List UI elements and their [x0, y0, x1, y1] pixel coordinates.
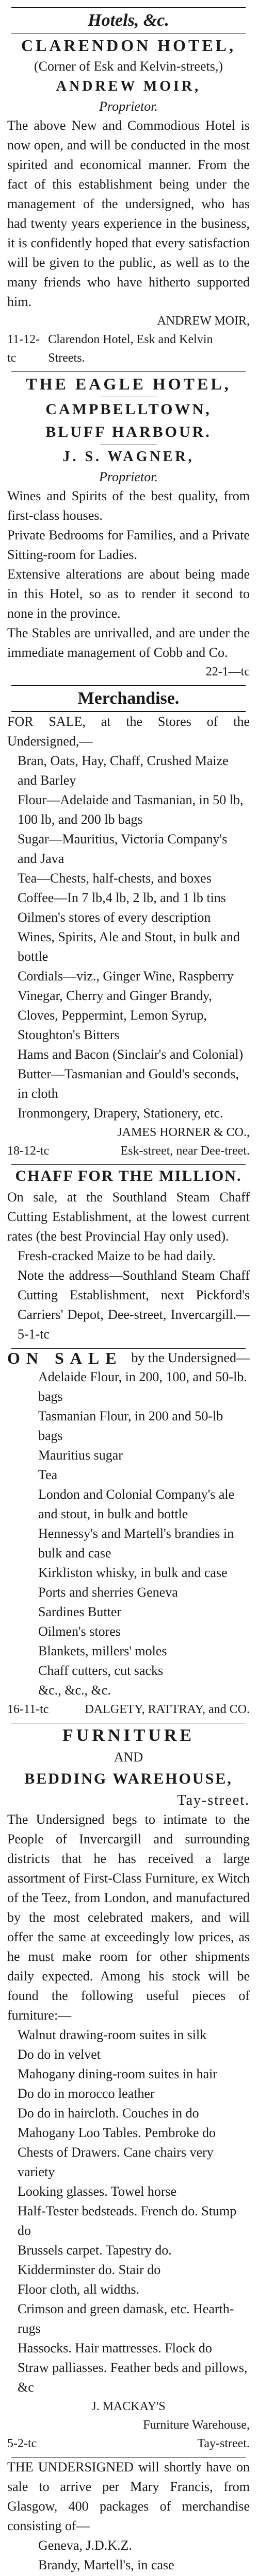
- clarendon-signature: ANDREW MOIR,: [157, 314, 250, 328]
- mackay-title-3: BEDDING WAREHOUSE,: [24, 1770, 233, 1787]
- list-item: Butter—Tasmanian and Gould's seconds, in cloth: [18, 1066, 239, 1101]
- list-item: Kirkliston whisky, in bulk and case: [38, 1565, 228, 1580]
- mackay-advert: [7, 1723, 250, 2453]
- list-item: Straw palliasses. Feather beds and pillows, &c: [18, 2360, 248, 2395]
- mackay-signature: J. MACKAY'S: [91, 2400, 166, 2413]
- list-item: Walnut drawing-room suites in silk: [18, 2027, 207, 2042]
- horner-address: Esk-street, near Dee-treet.: [120, 1144, 250, 1158]
- eagle-proprietor-name: J. S. WAGNER,: [62, 449, 195, 465]
- chaff-paragraph-3: Note the address—Southland Steam Chaff Cutting Establishment, next Pickford's Carriers' Depot, Dee-street, Invercargill.—5-1-tc: [18, 1268, 250, 1342]
- list-item: Mahogany Loo Tables. Pembroke do: [18, 2125, 216, 2140]
- mackay-ref: 5-2-tc: [7, 2437, 37, 2450]
- mackay-item-list: [7, 2025, 250, 2397]
- horner-advert: [7, 712, 250, 1160]
- dalgety-signature: DALGETY, RATTRAY, and CO.: [85, 1703, 250, 1716]
- list-item: Looking glasses. Towel horse: [18, 2184, 177, 2199]
- mackay-title-4: Tay-street.: [177, 1792, 250, 1808]
- eagle-hotel-advert: [7, 372, 250, 681]
- chaff-paragraph-2: Fresh-cracked Maize to be had daily.: [18, 1248, 216, 1263]
- list-item: Wines, Spirits, Ale and Stout, in bulk and bottle: [18, 929, 240, 964]
- list-item: Adelaide Flour, in 200, 100, and 50-lb. bags: [38, 1369, 247, 1404]
- list-item: Flour—Adelaide and Tasmanian, in 50 lb, 100 lb, and 200 lb bags: [18, 792, 244, 827]
- mackay-body: The Undersigned begs to intimate to the People of Invercargill and surrounding districts that he has received a large assortment of First-Class Furniture, ex Witch of the Teez, from London, and manufactured by the most celebrated makers, and will offer the same at exceedingly low prices, as he must make room for other shipments daily expected. Among his stock will be found the following useful pieces of furniture:—: [7, 1812, 250, 2023]
- hotels-heading: Hotels, &c.: [88, 11, 169, 30]
- list-item: Sardines Butter: [38, 1604, 122, 1619]
- list-item: London and Colonial Company's ale and stout, in bulk and bottle: [38, 1487, 235, 1521]
- horner-ref: 18-12-tc: [7, 1144, 50, 1158]
- clarendon-body: The above New and Commodious Hotel is now open, and will be conducted in the most spirited and economical manner. From the fact of this establishment being under the management of the undersigned, who has had twenty years experience in the business, it is confidently hoped that every satisfaction will be given to the public, as well as to the many friends who have hitherto supported him.: [7, 118, 250, 309]
- list-item: Crimson and green damask, etc. Hearth-rugs: [18, 2301, 234, 2336]
- dalgety-ref: 16-11-tc: [7, 1703, 49, 1716]
- list-item: Brussels carpet. Tapestry do.: [18, 2243, 172, 2258]
- list-item: Do do in haircloth. Couches in do: [18, 2106, 199, 2121]
- horner-signature: JAMES HORNER & CO.,: [117, 1126, 250, 1139]
- list-item: Tea—Chests, half-chests, and boxes: [18, 871, 212, 886]
- dalgety-intro-left: ON SALE: [7, 1349, 123, 1367]
- list-item: Ironmongery, Drapery, Stationery, etc.: [18, 1106, 223, 1121]
- list-item: Bran, Oats, Hay, Chaff, Crushed Maize and Barley: [18, 753, 229, 788]
- eagle-paragraph-3: Extensive alterations are about being made in this Hotel, so as to render it second to none in the province.: [7, 567, 250, 621]
- cochran-advert: [7, 2458, 250, 2576]
- clarendon-proprietor-title: Proprietor.: [99, 99, 158, 114]
- list-item: Chaff cutters, cut sacks: [38, 1663, 164, 1678]
- eagle-paragraph-1: Wines and Spirits of the best quality, from first-class houses.: [7, 488, 250, 523]
- list-item: Ports and sherries Geneva: [38, 1585, 178, 1600]
- list-item: Half-Tester bedsteads. French do. Stump do: [18, 2204, 237, 2238]
- clarendon-hotel-name: CLARENDON HOTEL,: [21, 36, 236, 55]
- eagle-paragraph-4: The Stables are unrivalled, and are under the immediate management of Cobb and Co.: [7, 625, 250, 660]
- eagle-proprietor-title: Proprietor.: [99, 469, 158, 484]
- list-item: Floor cloth, all widths.: [18, 2282, 140, 2297]
- chaff-paragraph-1: On sale, at the Southland Steam Chaff Cutting Establishment, at the lowest current rates (the best Provincial Hay only used).: [7, 1190, 250, 1244]
- list-item: Tasmanian Flour, in 200 and 50-lb bags: [38, 1409, 223, 1443]
- eagle-location-2: BLUFF HARBOUR.: [45, 423, 212, 440]
- list-item: &c., &c., &c.: [38, 1683, 111, 1698]
- horner-intro: FOR SALE, at the Stores of the Undersigned,—: [7, 714, 250, 749]
- mackay-sub-signature: Furniture Warehouse,: [143, 2418, 250, 2432]
- clarendon-footer-row: [7, 330, 250, 367]
- dalgety-footer-row: [7, 1700, 250, 1719]
- mackay-address: Tay-street.: [197, 2437, 250, 2450]
- list-item: Hams and Bacon (Sinclair's and Colonial): [18, 1047, 244, 1062]
- list-item: Sugar—Mauritius, Victoria Company's and Java: [18, 832, 228, 866]
- dalgety-intro-row: [7, 1349, 250, 1367]
- list-item: Oilmen's stores: [38, 1624, 121, 1639]
- list-item: Cordials—viz., Ginger Wine, Raspberry Vinegar, Cherry and Ginger Brandy, Cloves, Peppermint, Lemon Syrup, Stoughton's Bitters: [18, 969, 234, 1042]
- clarendon-proprietor-name: ANDREW MOIR,: [56, 78, 201, 94]
- list-item: Brandy, Martell's, in case: [38, 2557, 174, 2572]
- list-item: Tea: [38, 1467, 58, 1482]
- eagle-ref: 22-1—tc: [205, 665, 250, 679]
- clarendon-ref: 11-12-tc: [7, 333, 40, 365]
- list-item: Hennessy's and Martell's brandies in bulk and case: [38, 1526, 234, 1561]
- mackay-title-2: AND: [114, 1750, 143, 1765]
- list-item: Kidderminster do. Stair do: [18, 2262, 161, 2277]
- list-item: Hassocks. Hair mattresses. Flock do: [18, 2341, 212, 2355]
- list-item: Oilmen's stores of every description: [18, 910, 211, 925]
- list-item: Chests of Drawers. Cane chairs very variety: [18, 2145, 214, 2179]
- merchandise-heading: Merchandise.: [77, 689, 180, 708]
- clarendon-hotel-advert: [7, 33, 250, 367]
- list-item: Do do in velvet: [18, 2047, 101, 2062]
- chaff-advert: [7, 1165, 250, 1344]
- dalgety-item-list: [7, 1367, 250, 1700]
- cochran-item-list: [7, 2536, 250, 2576]
- eagle-paragraph-2: Private Bedrooms for Families, and a Private Sitting-room for Ladies.: [7, 528, 250, 562]
- mackay-title-1: FURNITURE: [62, 1726, 195, 1745]
- list-item: Mahogany dining-room suites in hair: [18, 2066, 218, 2081]
- mackay-footer-row: [7, 2434, 250, 2453]
- eagle-location-1: CAMPBELLTOWN,: [45, 401, 212, 418]
- advert-column: [7, 0, 250, 2576]
- dalgety-advert: [7, 1349, 250, 1719]
- cochran-intro: THE UNDERSIGNED will shortly have on sale to arrive per Mary Francis, from Glasgow, 400 packages of merchandise consisting of—: [7, 2460, 250, 2533]
- eagle-hotel-name: THE EAGLE HOTEL,: [26, 375, 231, 393]
- list-item: Coffee—In 7 lb,4 lb, 2 lb, and 1 lb tins: [18, 890, 226, 905]
- dalgety-intro-right: by the Undersigned—: [131, 1350, 250, 1365]
- clarendon-address: (Corner of Esk and Kelvin-streets,): [34, 59, 223, 74]
- chaff-title: CHAFF FOR THE MILLION.: [15, 1167, 242, 1184]
- horner-item-list: [7, 751, 250, 1123]
- list-item: Geneva, J.D.K.Z.: [38, 2538, 132, 2553]
- horner-footer-row: [7, 1142, 250, 1160]
- list-item: Blankets, millers' moles: [38, 1643, 167, 1658]
- list-item: Mauritius sugar: [38, 1448, 123, 1463]
- list-item: Do do in morocco leather: [18, 2086, 155, 2101]
- clarendon-footer: Clarendon Hotel, Esk and Kelvin Streets.: [48, 333, 213, 365]
